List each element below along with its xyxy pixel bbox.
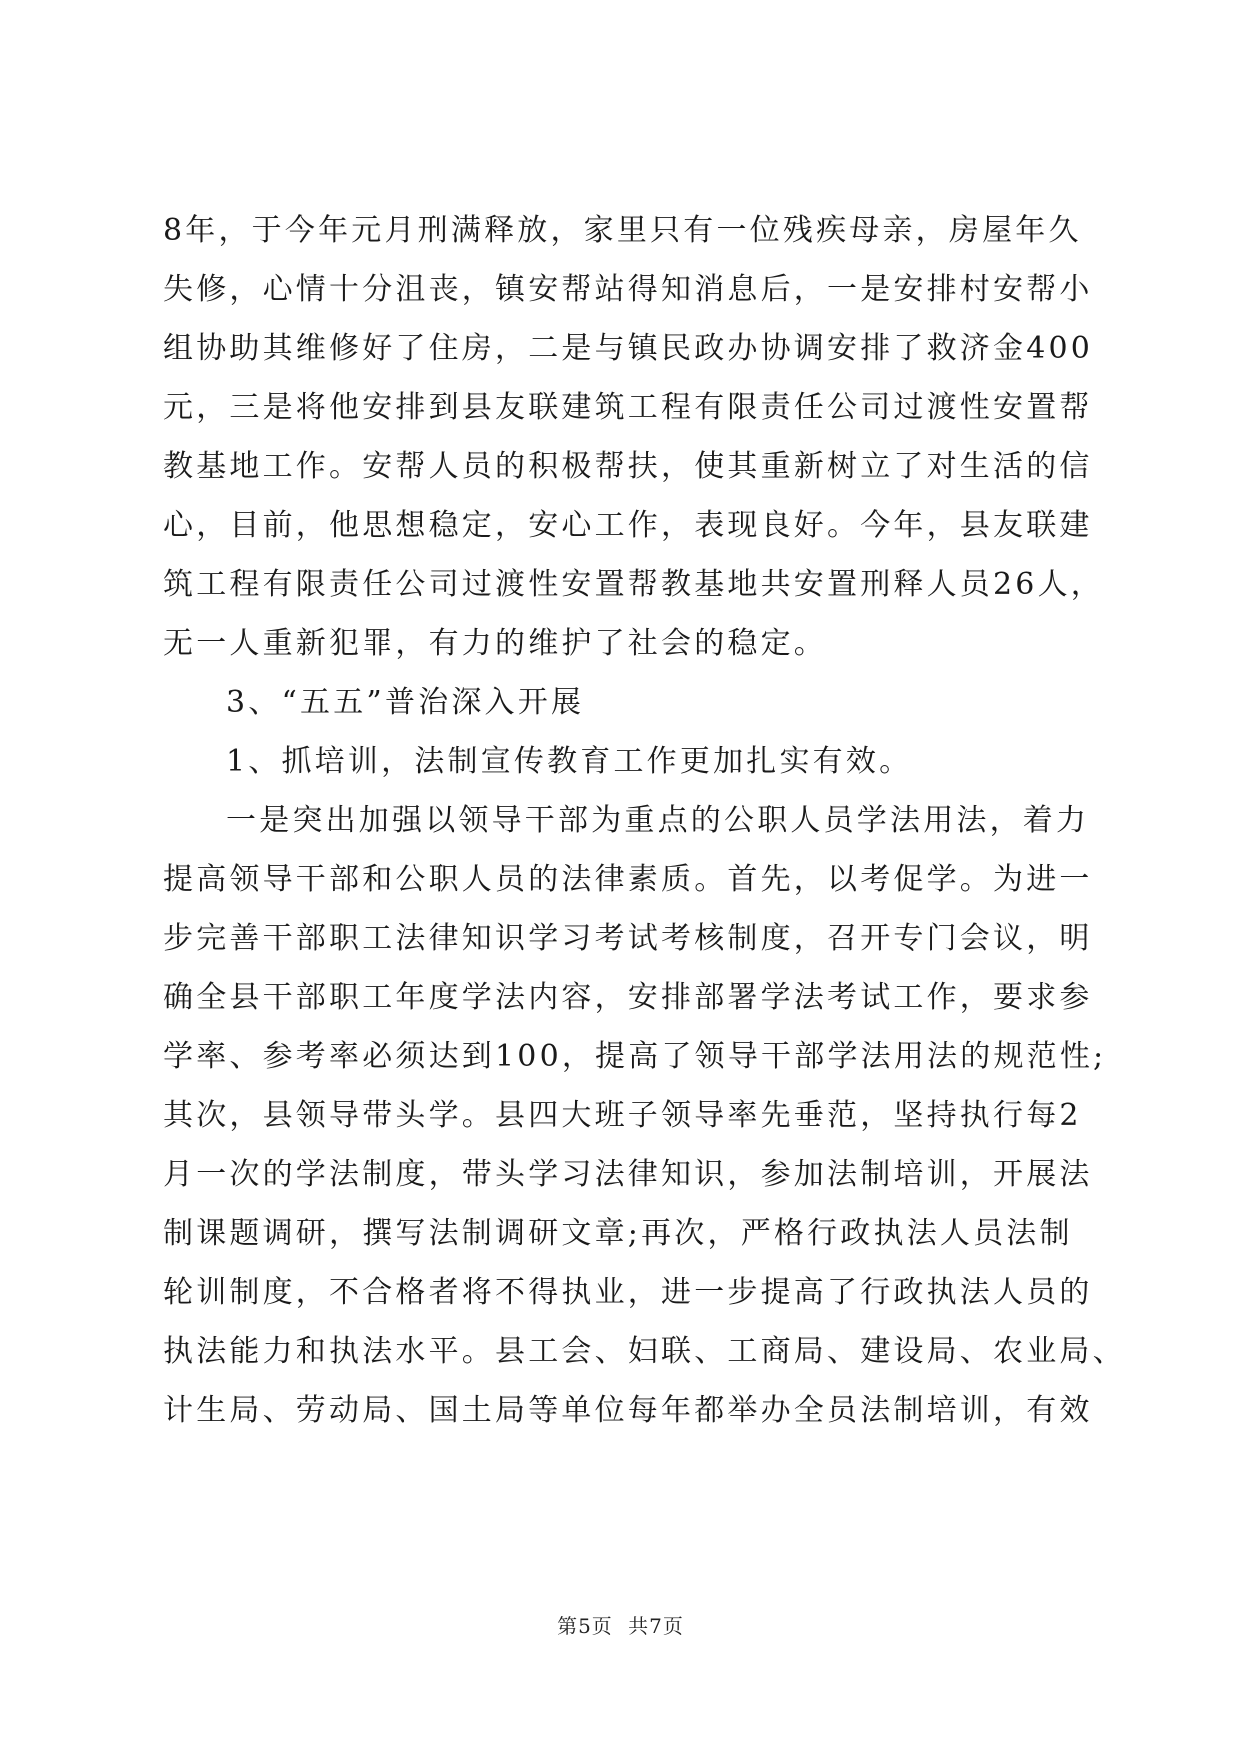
text-line: 确全县干部职工年度学法内容，安排部署学法考试工作，要求参	[163, 980, 1093, 1015]
page-footer	[0, 1612, 1241, 1640]
text-line: 一是突出加强以领导干部为重点的公职人员学法用法，着力	[226, 803, 1090, 838]
text-line: 学率、参考率必须达到100，提高了领导干部学法用法的规范性;	[163, 1039, 1107, 1074]
text-line: 步完善干部职工法律知识学习考试考核制度，召开专门会议，明	[163, 921, 1093, 956]
text-line: 提高领导干部和公职人员的法律素质。首先，以考促学。为进一	[163, 862, 1093, 897]
page-number: 第5页	[557, 1614, 613, 1638]
text-line: 月一次的学法制度，带头学习法律知识，参加法制培训，开展法	[163, 1157, 1093, 1192]
text-line: 计生局、劳动局、国土局等单位每年都举办全员法制培训，有效	[163, 1393, 1093, 1428]
text-line: 元，三是将他安排到县友联建筑工程有限责任公司过渡性安置帮	[163, 390, 1093, 425]
text-line: 无一人重新犯罪，有力的维护了社会的稳定。	[163, 626, 827, 661]
text-line: 心，目前，他思想稳定，安心工作，表现良好。今年，县友联建	[163, 508, 1093, 543]
text-line: 执法能力和执法水平。县工会、妇联、工商局、建设局、农业局、	[163, 1334, 1126, 1369]
text-line: 失修，心情十分沮丧，镇安帮站得知消息后，一是安排村安帮小	[163, 272, 1093, 307]
text-line: 8年，于今年元月刑满释放，家里只有一位残疾母亲，房屋年久	[163, 213, 1082, 248]
text-line: 轮训制度，不合格者将不得执业，进一步提高了行政执法人员的	[163, 1275, 1093, 1310]
section-heading: 3、“五五”普治深入开展	[226, 685, 585, 720]
text-line: 筑工程有限责任公司过渡性安置帮教基地共安置刑释人员26人，	[163, 567, 1104, 602]
subsection-heading: 1、抓培训，法制宣传教育工作更加扎实有效。	[226, 744, 913, 779]
text-line: 其次，县领导带头学。县四大班子领导率先垂范，坚持执行每2	[163, 1098, 1082, 1133]
text-line: 教基地工作。安帮人员的积极帮扶，使其重新树立了对生活的信	[163, 449, 1093, 484]
text-line: 组协助其维修好了住房，二是与镇民政办协调安排了救济金400	[163, 331, 1094, 366]
text-line: 制课题调研，撰写法制调研文章;再次，严格行政执法人员法制	[163, 1216, 1073, 1251]
page-total: 共7页	[628, 1614, 684, 1638]
